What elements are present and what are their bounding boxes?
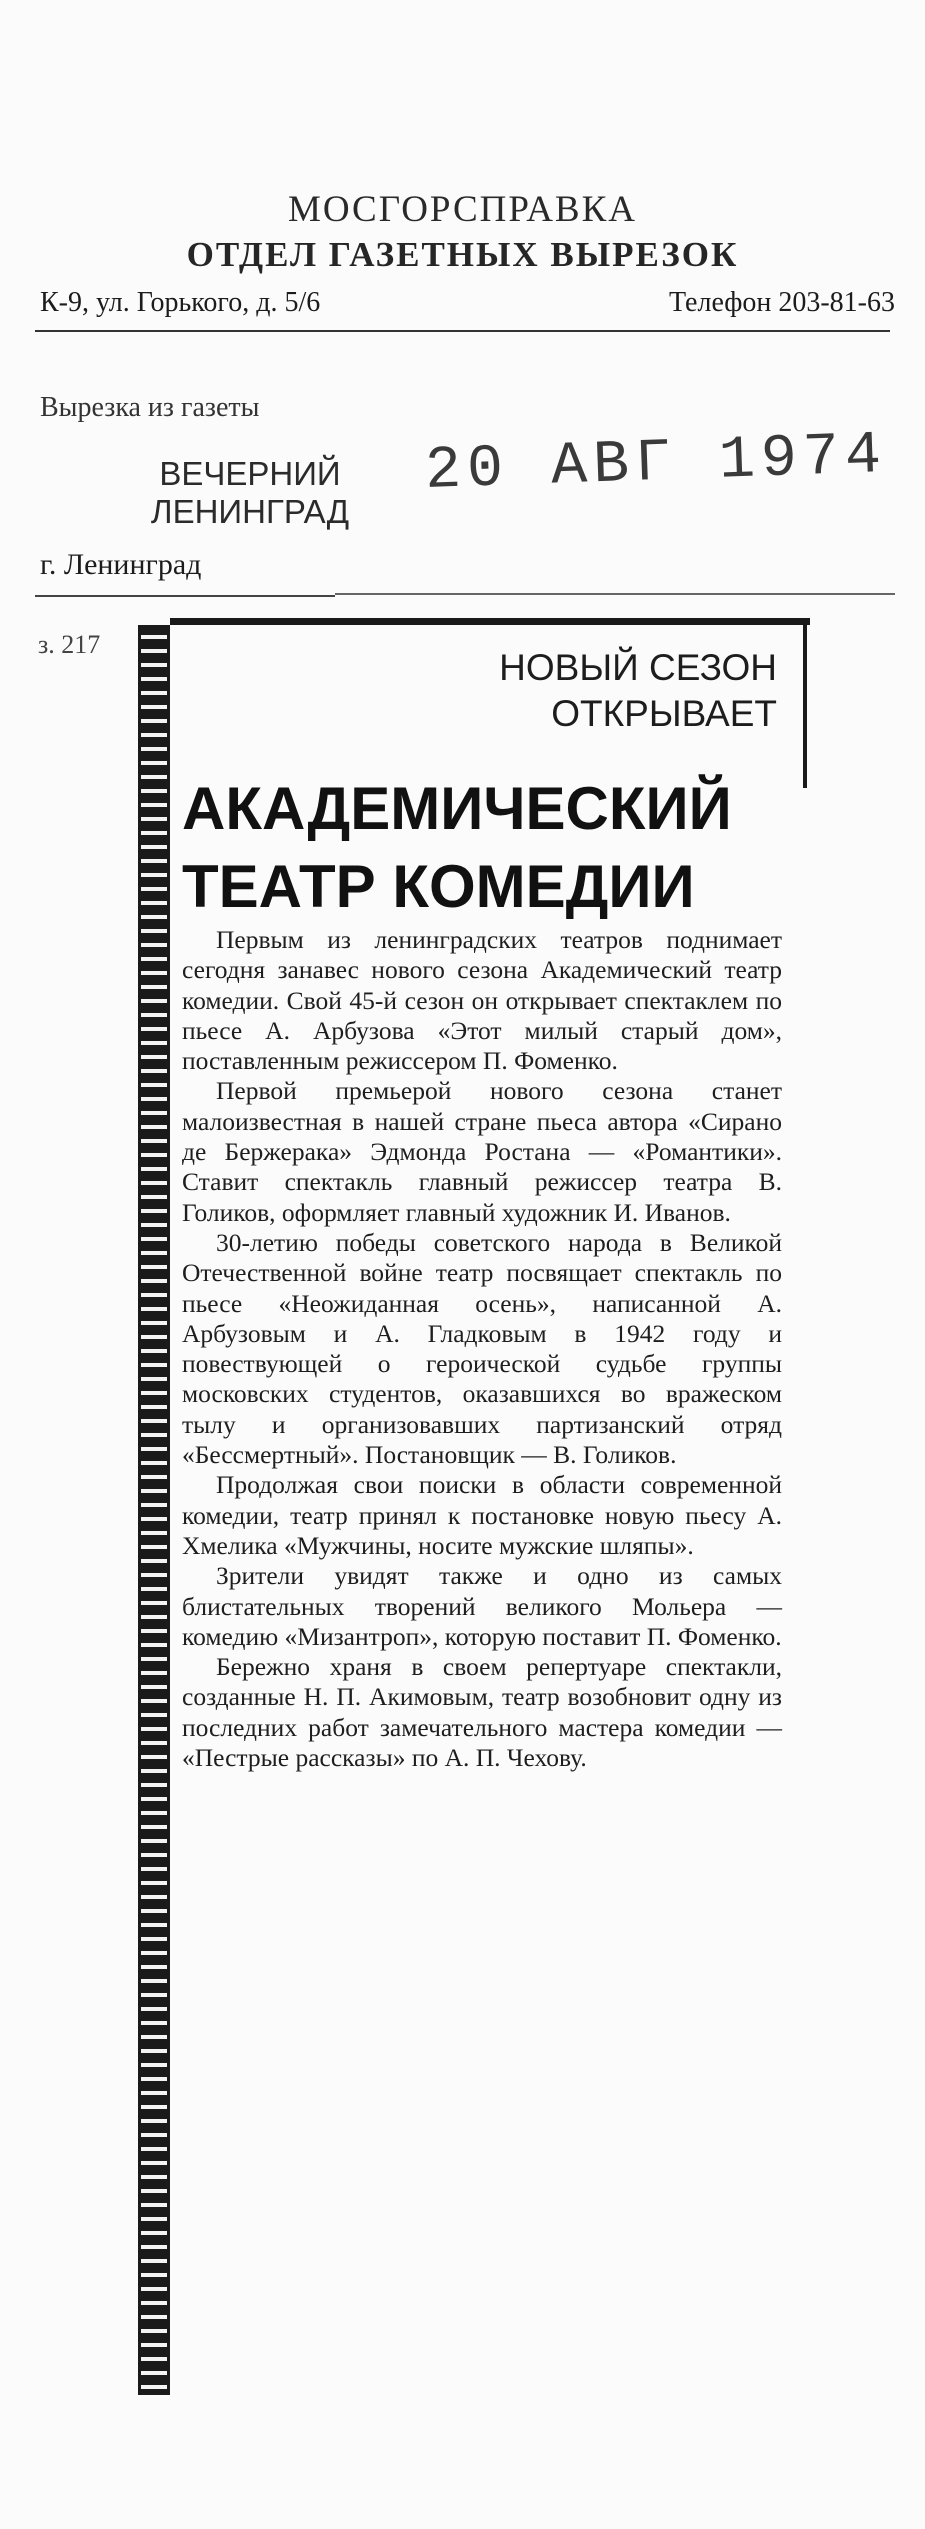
- article-paragraph: Первым из ленинградских театров поднимает сегодня занавес нового сезона Академический театр комедии. Свой 45-й сезон он открывает спектаклем по пьесе А. Арбузова «Этот милый старый дом», поставленным режиссером П. Фоменко.: [182, 925, 782, 1076]
- department-name: ОТДЕЛ ГАЗЕТНЫХ ВЫРЕЗОК: [186, 235, 739, 274]
- newspaper-name: [120, 455, 380, 531]
- clip-number: з. 217: [38, 630, 101, 659]
- clip-source-label: Вырезка из газеты: [40, 392, 260, 423]
- city-underline: [35, 595, 335, 597]
- column-top-rule: [170, 618, 810, 625]
- newspaper-name-line1: ВЕЧЕРНИЙ: [159, 455, 341, 492]
- agency-name: МОСГОРСПРАВКА: [287, 189, 637, 230]
- kicker-side-rule: [803, 618, 807, 788]
- date-stamp: 20 АВГ 1974: [423, 421, 889, 507]
- agency-phone: Телефон 203-81-63: [669, 287, 895, 318]
- headline-line1: АКАДЕМИЧЕСКИЙ: [182, 775, 732, 842]
- kicker-line2: ОТКРЫВАЕТ: [551, 693, 777, 734]
- article-paragraph: 30-летию победы советского народа в Великой Отечественной войне театр посвящает спектакль по пьесе «Неожиданная осень», написанной А. Арбузовым и А. Гладковым в 1942 году и повествующей о героической судьбе группы московских студентов, оказавшихся во вражеском тылу и организовавших партизанский отряд «Бессмертный». Постановщик — В. Голиков.: [182, 1227, 782, 1470]
- clipping-service-stub: [0, 0, 925, 659]
- article-body: [182, 925, 782, 1773]
- column-border-strip: [138, 625, 170, 2395]
- stub-divider: [35, 330, 890, 332]
- kicker-line1: НОВЫЙ СЕЗОН: [499, 647, 777, 688]
- article-paragraph: Первой премьерой нового сезона станет малоизвестная в нашей стране пьеса автора «Сирано де Бержерака» Эдмонда Ростана — «Романтики». Ставит спектакль главный режиссер театра В. Голиков, оформляет главный художник И. Иванов.: [182, 1076, 782, 1227]
- clipping-divider: [335, 593, 895, 595]
- agency-address: К-9, ул. Горького, д. 5/6: [40, 287, 321, 318]
- article-headline: [182, 770, 822, 926]
- article-paragraph: Продолжая свои поиски в области современной комедии, театр принял к постановке новую пьесу А. Хмелика «Мужчины, носите мужские шляпы».: [182, 1470, 782, 1560]
- newspaper-name-line2: ЛЕНИНГРАД: [150, 493, 350, 530]
- article-kicker: [499, 645, 777, 737]
- city-label: г. Ленинград: [40, 548, 202, 581]
- article-paragraph: Зрители увидят также и одно из самых блистательных творений великого Мольера — комедию «Мизантроп», которую поставит П. Фоменко.: [182, 1561, 782, 1651]
- headline-line2: ТЕАТР КОМЕДИИ: [182, 853, 695, 920]
- article-paragraph: Бережно храня в своем репертуаре спектакли, созданные Н. П. Акимовым, театр возобновит одну из последних работ замечательного мастера комедии — «Пестрые рассказы» по А. П. Чехову.: [182, 1652, 782, 1773]
